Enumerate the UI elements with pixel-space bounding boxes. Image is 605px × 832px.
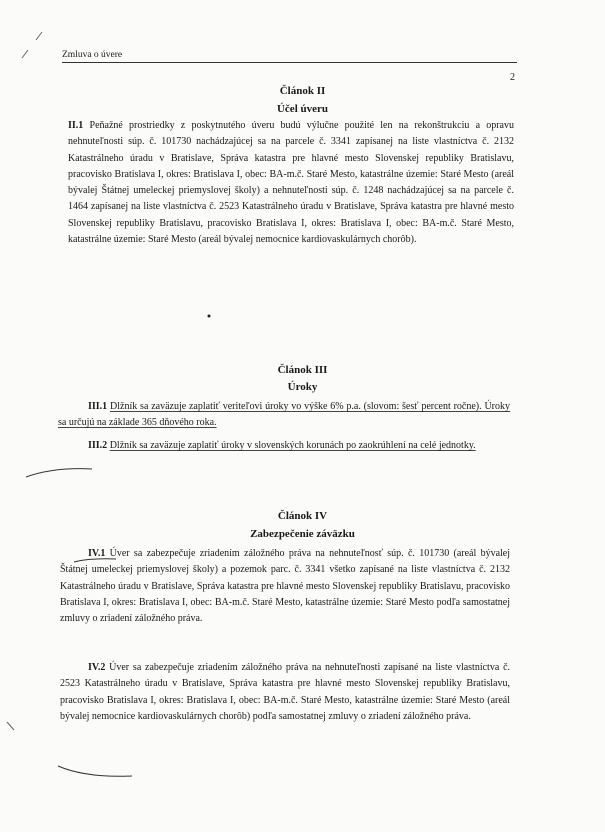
paragraph-IV-1 [60,546,510,627]
article-2-heading: Článok II [279,85,326,97]
paragraph-text: Dlžník sa zaväzuje zaplatiť úroky v slovenských korunách po zaokrúhlení na celé jednotky. [109,440,476,451]
article-3-subheading: Úroky [287,381,318,393]
paragraph-text: Úver sa zabezpečuje zriadením záložného práva na nehnuteľnosť súp. č. 101730 (areál bývalej Štátnej umeleckej priemyslovej školy) a pozemok parc. č. 3341 všetko zapísané na liste vlastníctva č. 2132 Katastrálneho úradu v Bratislave, Správa katastra pre hlavné mesto Slovenskej republiky Bratislavu, pracovisko Bratislava I, okres: Bratislava I, obec: BA-m.č. Staré Mesto, katastrálne územie: Staré Mesto podľa samostatnej zmluvy o zriadení záložného práva. [60,548,511,625]
paragraph-id: II.1 [68,120,84,131]
paragraph-III-1 [58,399,510,432]
paragraph-III-2 [58,438,510,454]
paragraph-id: III.1 [88,401,108,412]
underline-stroke-mark [56,758,136,786]
document-header-title: Zmluva o úvere [62,50,123,60]
paragraph-text: Úver sa zabezpečuje zriadením záložného práva na nehnuteľnosti zapísané na liste vlastníctva č. 2523 Katastrálneho úradu v Bratislave, Správa katastra pre hlavné mesto Slovenskej republiky Bratislavu, pracovisko Bratislava I, okres: Bratislava I, obec: BA-m.č. Staré Mesto, katastrálne územie: Staré Mesto (areál bývalej nemocnice kardiovaskulárnych chorôb) podľa samostatnej zmluvy o zriadení záložného práva. [60,662,511,722]
article-4-subheading: Zabezpečenie záväzku [250,528,355,540]
article-2-subheading: Účel úveru [276,103,328,115]
paragraph-id: IV.1 [88,548,106,559]
header-rule [62,62,517,63]
underline-stroke-mark [24,455,96,481]
page-number: 2 [510,72,515,83]
scribble-mark-top-left [6,28,46,68]
paragraph-text: Peňažné prostriedky z poskytnutého úveru budú výlučne použité len na rekonštrukciu a opravu nehnuteľnosti súp. č. 101730 nachádzajúcej sa na parcele č. 3341 zapísanej na liste vlastníctva č. 2132 Katastrálneho úradu v Bratislave, Správa katastra pre hlavné mesto Slovenskej republiky Bratislavu, pracovisko Bratislava I, okres: Bratislava I, obec: BA-m.č. Staré Mesto, katastrálne územie: Staré Mesto (areál bývalej Štátnej umeleckej priemyslovej školy) a nehnuteľnosti súp. č. 1248 nachádzajúcej sa na parcele č. 1464 zapísanej na liste vlastníctva č. 2523 Katastrálneho úradu v Bratislave, Správa katastra pre hlavné mesto Slovenskej republiky Bratislavu, pracovisko Bratislava I, okres: Bratislava I, obec: BA-m.č. Staré Mesto, katastrálne územie: Staré Mesto (areál bývalej nemocnice kardiovaskulárnych chorôb). [68,120,514,246]
article-4-heading: Článok IV [277,510,328,522]
paragraph-id: III.2 [88,440,108,451]
paragraph-id: IV.2 [88,662,106,673]
pen-dot-mark [204,312,214,320]
article-3-heading: Článok III [277,364,328,376]
pen-mark-left [5,720,17,734]
paragraph-II-1 [68,118,514,248]
paragraph-IV-2 [60,660,510,725]
paragraph-text: Dlžník sa zaväzuje zaplatiť veriteľovi úroky vo výške 6% p.a. (slovom: šesť percent ročne). Úroky sa určujú na základe 365 dňového roka. [58,401,511,429]
